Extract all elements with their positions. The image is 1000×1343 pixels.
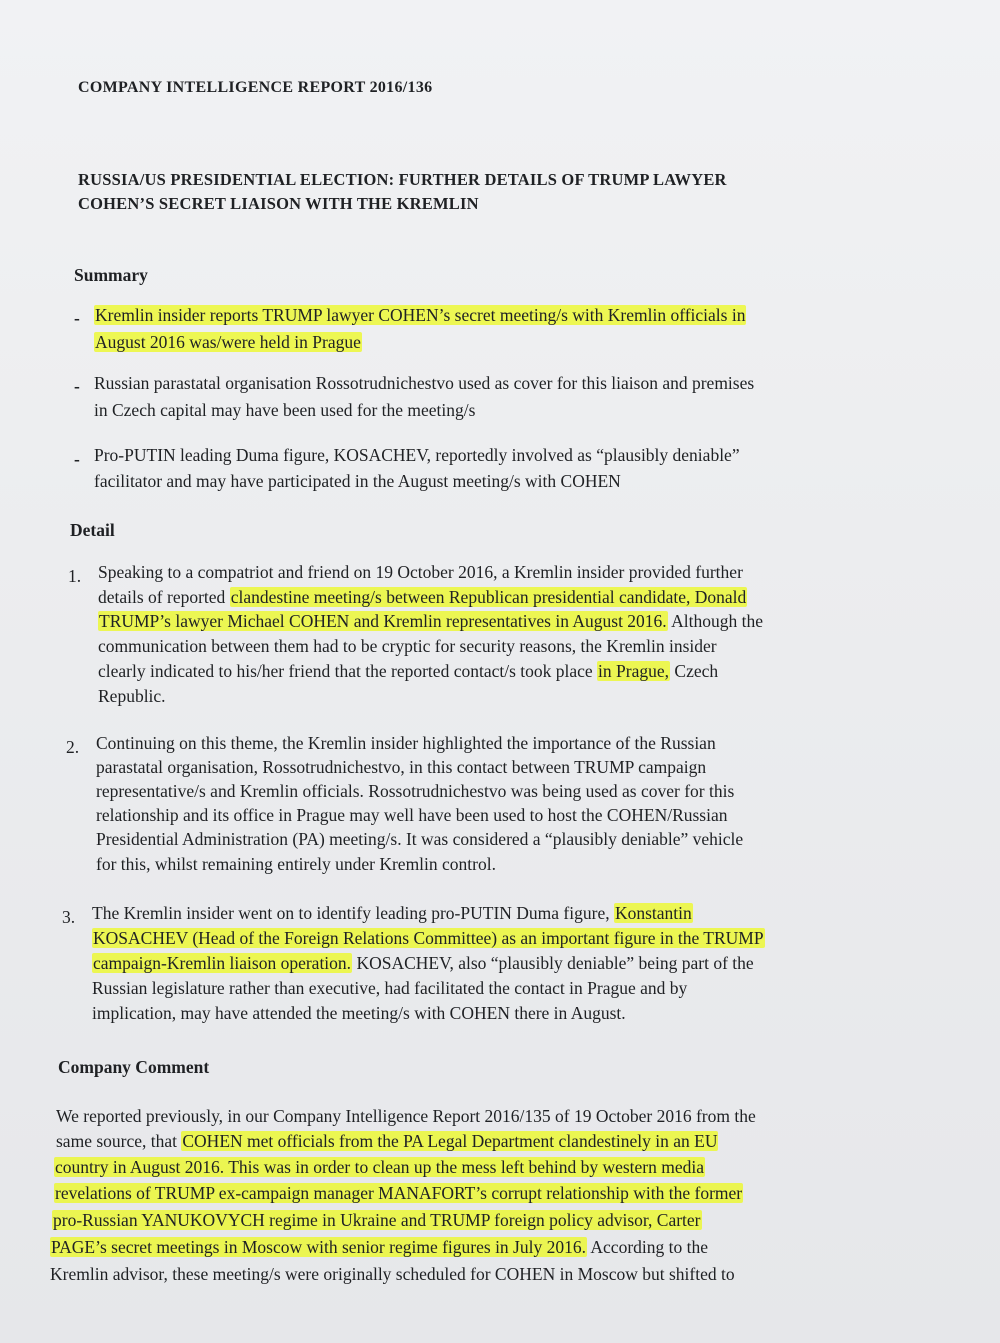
detail-1-line-3: TRUMP’s lawyer Michael COHEN and Kremlin representatives in August 2016. Although the (99, 611, 763, 631)
paragraph-number: 2. (66, 737, 80, 757)
paragraph-number: 3. (62, 907, 76, 927)
detail-2-line-6: for this, whilst remaining entirely under Kremlin control. (96, 854, 496, 874)
detail-1-line-4: communication between them had to be cryptic for security reasons, the Kremlin insider (98, 636, 717, 656)
comment-line-2: same source, that COHEN met officials from the PA Legal Department clandestinely in an EU (56, 1131, 718, 1151)
summary-bullet-1-line-1: Kremlin insider reports TRUMP lawyer COHEN’s secret meeting/s with Kremlin officials in (95, 305, 746, 325)
summary-bullet-1-line-2: August 2016 was/were held in Prague (95, 332, 361, 352)
summary-bullet-2-line-1: Russian parastatal organisation Rossotrudnichestvo used as cover for this liaison and premises (94, 373, 755, 393)
summary-bullet-2-line-2: in Czech capital may have been used for the meeting/s (94, 400, 476, 420)
comment-line-4: revelations of TRUMP ex-campaign manager MANAFORT’s corrupt relationship with the former (55, 1183, 743, 1203)
summary-bullet-3-line-2: facilitator and may have participated in the August meeting/s with COHEN (94, 471, 621, 491)
comment-line-5: pro-Russian YANUKOVYCH regime in Ukraine and TRUMP foreign policy advisor, Carter (53, 1210, 701, 1230)
bullet-marker: - (74, 376, 80, 396)
summary-bullet-3-line-1: Pro-PUTIN leading Duma figure, KOSACHEV, reportedly involved as “plausibly deniable” (94, 445, 740, 465)
detail-1-line-2: details of reported clandestine meeting/s between Republican presidential candidate, Donald (98, 587, 747, 607)
detail-1-line-1: Speaking to a compatriot and friend on 19 October 2016, a Kremlin insider provided further (98, 562, 743, 582)
paragraph-number: 1. (68, 566, 82, 586)
detail-2-line-4: relationship and its office in Prague may well have been used to host the COHEN/Russian (96, 805, 728, 825)
detail-heading: Detail (70, 520, 115, 540)
comment-line-6: PAGE’s secret meetings in Moscow with senior regime figures in July 2016. According to the (51, 1237, 708, 1257)
detail-3-line-4: Russian legislature rather than executive, had facilitated the contact in Prague and by (92, 978, 688, 998)
company-comment-heading: Company Comment (58, 1057, 210, 1077)
detail-2-line-2: parastatal organisation, Rossotrudnichestvo, in this contact between TRUMP campaign (96, 757, 707, 777)
detail-2-line-5: Presidential Administration (PA) meeting/s. It was considered a “plausibly deniable” vehicle (96, 829, 744, 849)
report-title-line-1: RUSSIA/US PRESIDENTIAL ELECTION: FURTHER DETAILS OF TRUMP LAWYER (78, 170, 727, 189)
detail-1-line-5: clearly indicated to his/her friend that the reported contact/s took place in Prague, Czech (98, 661, 719, 681)
detail-3-line-2: KOSACHEV (Head of the Foreign Relations Committee) as an important figure in the TRUMP (93, 928, 764, 948)
bullet-marker: - (74, 308, 80, 328)
summary-heading: Summary (74, 265, 148, 285)
detail-2-line-1: Continuing on this theme, the Kremlin insider highlighted the importance of the Russian (96, 733, 716, 753)
report-id: COMPANY INTELLIGENCE REPORT 2016/136 (78, 79, 433, 96)
detail-3-line-1: The Kremlin insider went on to identify leading pro-PUTIN Duma figure, Konstantin (92, 903, 692, 923)
comment-line-1: We reported previously, in our Company Intelligence Report 2016/135 of 19 October 2016 from the (56, 1106, 756, 1126)
detail-1-line-6: Republic. (98, 686, 166, 706)
comment-line-7: Kremlin advisor, these meeting/s were originally scheduled for COHEN in Moscow but shifted to (50, 1264, 735, 1284)
detail-3-line-5: implication, may have attended the meeting/s with COHEN there in August. (92, 1003, 626, 1023)
comment-line-3: country in August 2016. This was in order to clean up the mess left behind by western media (55, 1157, 704, 1177)
report-title-line-2: COHEN’S SECRET LIAISON WITH THE KREMLIN (78, 194, 479, 213)
bullet-marker: - (74, 449, 80, 469)
detail-3-line-3: campaign-Kremlin liaison operation. KOSACHEV, also “plausibly deniable” being part of the (93, 953, 754, 973)
detail-2-line-3: representative/s and Kremlin officials. Rossotrudnichestvo was being used as cover for this (96, 781, 735, 801)
